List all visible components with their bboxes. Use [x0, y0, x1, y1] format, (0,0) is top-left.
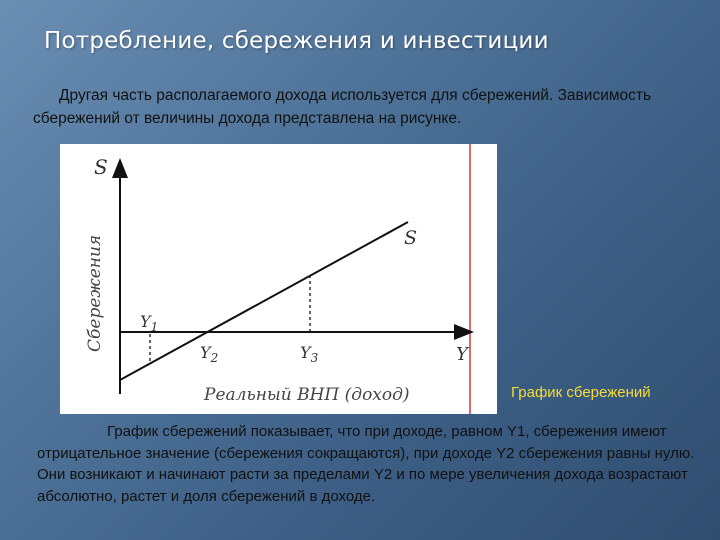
savings-diagram: [60, 144, 497, 414]
slide-title: Потребление, сбережения и инвестиции: [44, 28, 549, 54]
figure-caption: График сбережений: [511, 384, 651, 401]
savings-line-label: S: [404, 227, 418, 249]
y1-label: $Y_1$: [140, 312, 159, 334]
x-axis-label: Реальный ВНП (доход): [204, 385, 410, 405]
explanation-paragraph: График сбережений показывает, что при доходе, равном Y1, сбережения имеют отрицательное значение (сбережения сокращаются), при доходе Y2 сбережения равны нулю. Они возникают и начинают расти за пределами Y2 и по мере увеличения дохода возрастают абсолютно, растет и доля сбережений в доходе.: [37, 423, 695, 505]
y-axis-label: Сбережения: [85, 234, 105, 352]
y-axis-letter: S: [94, 155, 108, 179]
savings-line: [120, 222, 408, 380]
y2-label: $Y_2$: [200, 343, 219, 365]
x-axis-letter: Y: [456, 344, 468, 365]
savings-diagram-svg: [60, 144, 497, 414]
intro-paragraph: Другая часть располагаемого дохода используется для сбережений. Зависимость сбережений от величины дохода представлена на рисунке.: [33, 87, 652, 127]
y3-label: $Y_3$: [300, 343, 319, 365]
